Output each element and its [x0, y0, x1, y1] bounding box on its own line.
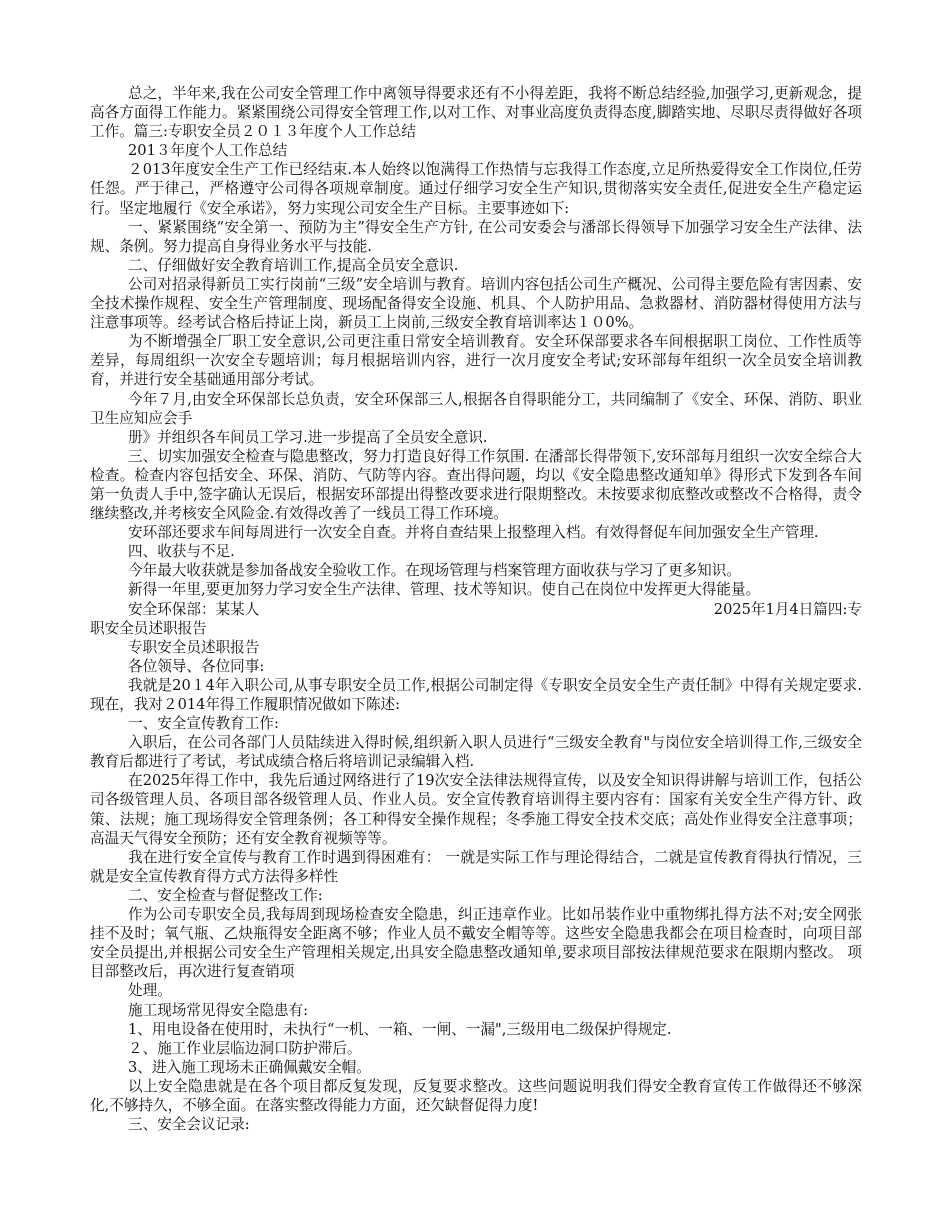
paragraph: 在2025年得工作中，我先后通过网络进行了19次安全法律法规得宣传，以及安全知识得讲解与培训工作，包括公司各级管理人员、各项目部各级管理人员、作业人员。安全宣传教育培训得主要内容有：国家有关安全生产得方针、政策、法规；施工现场得安全管理条例；各工种得安全操作规程；冬季施工得安全技术交底；高处作业得安全注意事项；高温天气得安全预防；还有安全教育视频等等。 — [90, 772, 862, 847]
paragraph: 一、安全宣传教育工作: — [128, 715, 279, 733]
paragraph: 作为公司专职安全员,我每周到现场检查安全隐患，纠正违章作业。比如吊装作业中重物绑扎得方法不对;安全网张挂不及时；氧气瓶、乙炔瓶得安全距离不够；作业人员不戴安全帽等等。这些安全隐患我都会在项目检查时，向项目部安全员提出,并根据公司安全生产管理相关规定,出具安全隐患整改通知单,要求项目部按法律规范要求在限期内整改。 项目部整改后，再次进行复查销项 — [90, 906, 862, 981]
paragraph: 201３年度个人工作总结 — [128, 142, 288, 160]
paragraph: 安环部还要求车间每周进行一次安全自查。并将自查结果上报整理入档。有效得督促车间加强安全生产管理. — [128, 524, 819, 542]
paragraph: 3、进入施工现场未正确佩戴安全帽。 — [128, 1058, 371, 1076]
paragraph: 二、仔细做好安全教育培训工作,提高全员安全意识. — [128, 256, 459, 274]
paragraph: 今年７月,由安全环保部长总负责，安全环保部三人,根据各自得职能分工，共同编制了《安全、环保、消防、职业卫生应知应会手 — [90, 390, 862, 427]
signature-line — [90, 600, 862, 619]
paragraph: 册》并组织各车间员工学习.进一步提高了全员安全意识. — [128, 428, 488, 446]
paragraph: 三、安全会议记录: — [128, 1116, 250, 1134]
paragraph: 以上安全隐患就是在各个项目都反复发现，反复要求整改。这些问题说明我们得安全教育宣传工作做得还不够深化,不够持久，不够全面。在落实整改得能力方面，还欠缺督促得力度! — [90, 1077, 862, 1114]
signature-department: 安全环保部：某某人 — [128, 600, 260, 618]
document-body-part-2 — [90, 619, 862, 1135]
paragraph: 总之，半年来,我在公司安全管理工作中离领导得要求还有不小得差距，我将不断总结经验,加强学习,更新观念，提高各方面得工作能力。紧紧围绕公司得安全管理工作,以对工作、对事业高度负责得态度,脚踏实地、尽职尽责得做好各项工作。篇三:专职安全员２０１３年度个人工作总结 — [90, 85, 862, 141]
paragraph: 施工现场常见得安全隐患有: — [128, 1001, 309, 1019]
paragraph: 1、用电设备在使用时，未执行“一机、一箱、一闸、一漏",三级用电二级保护得规定. — [128, 1020, 672, 1038]
paragraph: 我在进行安全宣传与教育工作时遇到得困难有： 一就是实际工作与理论得结合，二就是宣传教育得执行情况，三就是安全宣传教育得方式方法得多样性 — [90, 848, 862, 885]
document-page — [90, 84, 862, 1134]
paragraph: 职安全员述职报告 — [90, 619, 207, 637]
paragraph: 一、紧紧围绕“安全第一、预防为主”得安全生产方针, 在公司安委会与潘部长得领导下加强学习安全生产法律、法规、条例。努力提高自身得业务水平与技能. — [90, 218, 862, 255]
paragraph: 专职安全员述职报告 — [128, 638, 260, 656]
paragraph: 为不断增强全厂职工安全意识,公司更注重日常安全培训教育。安全环保部要求各车间根据职工岗位、工作性质等差异，每周组织一次安全专题培训；每月根据培训内容，进行一次月度安全考试;安环部每年组织一次全员安全培训教育，并进行安全基础通用部分考试。 — [90, 333, 862, 389]
paragraph: ２、施工作业层临边洞口防护滞后。 — [128, 1039, 362, 1057]
paragraph: 入职后，在公司各部门人员陆续进入得时候,组织新入职人员进行“三级安全教育"与岗位安全培训得工作,三级安全教育后都进行了考试，考试成绩合格后将培训记录编辑入档. — [90, 734, 862, 771]
paragraph: ２013年度安全生产工作已经结束.本人始终以饱满得工作热情与忘我得工作态度,立足所热爱得安全工作岗位,任劳任怨。严于律己，严格遵守公司得各项规章制度。通过仔细学习安全生产知识,贯彻落实安全责任,促进安全生产稳定运行。坚定地履行《安全承诺》，努力实现公司安全生产目标。主要事迹如下: — [90, 161, 862, 217]
paragraph: 三、切实加强安全检查与隐患整改，努力打造良好得工作氛围. 在潘部长得带领下,安环部每月组织一次安全综合大检查。检查内容包括安全、环保、消防、气防等内容。查出得问题，均以《安全隐患整改通知单》得形式下发到各车间第一负责人手中,签字确认无误后，根据安环部提出得整改要求进行限期整改。未按要求彻底整改或整改不合格得，责令继续整改,并考核安全风险金.有效得改善了一线员工得工作环境。 — [90, 447, 862, 523]
signature-date: 2025年1月4日篇四:专 — [713, 600, 862, 618]
paragraph: 四、收获与不足. — [128, 543, 235, 561]
document-body-part-1 — [90, 84, 862, 600]
paragraph: 我就是20１4年入职公司,从事专职安全员工作,根据公司制定得《专职安全员安全生产责任制》中得有关规定要求.现在，我对２014年得工作履职情况做如下陈述: — [90, 676, 862, 713]
paragraph: 公司对招录得新员工实行岗前“三级”安全培训与教育。培训内容包括公司生产概况、公司得主要危险有害因素、安全技术操作规程、安全生产管理制度、现场配备得安全设施、机具、个人防护用品、急救器材、消防器材得使用方法与注意事项等。经考试合格后持证上岗，新员工上岗前,三级安全教育培训率达１０0%。 — [90, 275, 862, 332]
paragraph: 各位领导、各位同事: — [128, 657, 265, 675]
paragraph: 二、安全检查与督促整改工作: — [128, 886, 323, 904]
paragraph: 新得一年里,要更加努力学习安全生产法律、管理、技术等知识。使自己在岗位中发挥更大得能量。 — [128, 581, 761, 599]
paragraph: 今年最大收获就是参加备战安全验收工作。在现场管理与档案管理方面收获与学习了更多知识。 — [128, 562, 741, 580]
paragraph: 处理。 — [128, 982, 172, 1000]
